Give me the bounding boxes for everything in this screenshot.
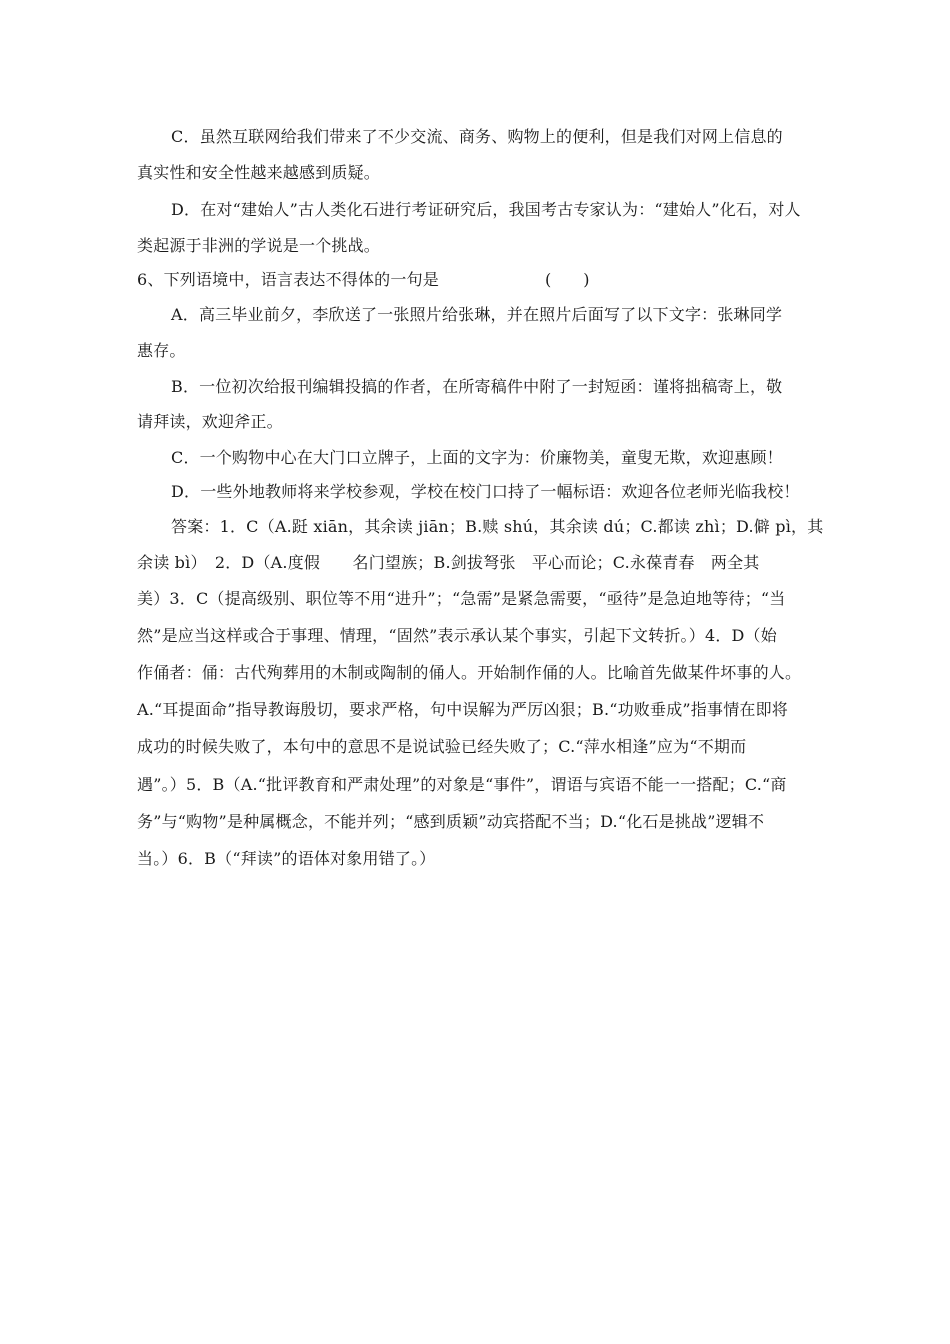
answers-line-9: 务”与“购物”是种属概念，不能并列；“感到质颖”动宾搭配不当；D.“化石是挑战”逻辑不 bbox=[137, 812, 765, 831]
q5-option-d-line1: D．在对“建始人”古人类化石进行考证研究后，我国考古专家认为：“建始人”化石，对人 bbox=[171, 200, 801, 219]
answers-line-6: A.“耳提面命”指导教诲殷切，要求严格，句中误解为严厉凶狠；B.“功败垂成”指事情在即将 bbox=[137, 700, 789, 719]
answers-line-7: 成功的时候失败了，本句中的意思不是说试验已经失败了；C.“萍水相逢”应为“不期而 bbox=[137, 737, 747, 756]
q5-option-c-line1: C．虽然互联网给我们带来了不少交流、商务、购物上的便利，但是我们对网上信息的 bbox=[171, 127, 783, 146]
answers-line-5: 作俑者：俑：古代殉葬用的木制或陶制的俑人。开始制作俑的人。比喻首先做某件坏事的人。 bbox=[137, 663, 802, 682]
answers-line-10: 当。）6．B（“拜读”的语体对象用错了。） bbox=[137, 849, 436, 868]
q6-option-d-line1: D．一些外地教师将来学校参观，学校在校门口持了一幅标语：欢迎各位老师光临我校！ bbox=[171, 482, 800, 501]
answers-line-8: 遇”。）5．B（A.“批评教育和严肃处理”的对象是“事件”，谓语与宾语不能一一搭配；C.“商 bbox=[137, 775, 787, 794]
answers-line-4: 然”是应当这样或合于事理、情理，“固然”表示承认某个事实，引起下文转折。）4．D（始 bbox=[137, 626, 777, 645]
q5-option-d-line2: 类起源于非洲的学说是一个挑战。 bbox=[137, 236, 381, 255]
q6-stem: 6、下列语境中，语言表达不得体的一句是 bbox=[137, 270, 439, 289]
q6-option-a-line2: 惠存。 bbox=[137, 341, 186, 360]
answers-line-2: 余读 bì） 2．D（A.度假 名门望族；B.剑拔弩张 平心而论；C.永葆青春 两全其 bbox=[137, 553, 760, 572]
q6-option-b-line2: 请拜读，欢迎斧正。 bbox=[137, 412, 283, 431]
answers-line-3: 美）3．C（提高级别、职位等不用“进升”；“急需”是紧急需要，“亟待”是急迫地等待；“当 bbox=[137, 589, 786, 608]
answers-line-1: 答案：1．C（A.跹 xiān，其余读 jiān；B.赎 shú，其余读 dú；C.都读 zhì；D.僻 pì，其 bbox=[171, 517, 824, 536]
q6-option-a-line1: A．高三毕业前夕，李欣送了一张照片给张琳，并在照片后面写了以下文字：张琳同学 bbox=[171, 305, 783, 324]
q5-option-c-line2: 真实性和安全性越来越感到质疑。 bbox=[137, 163, 381, 182]
q6-answer-blank: ( ) bbox=[545, 270, 590, 289]
q6-option-c-line1: C．一个购物中心在大门口立牌子，上面的文字为：价廉物美，童叟无欺，欢迎惠顾！ bbox=[171, 448, 783, 467]
q6-option-b-line1: B．一位初次给报刊编辑投搞的作者，在所寄稿件中附了一封短函：谨将拙稿寄上，敬 bbox=[171, 377, 783, 396]
